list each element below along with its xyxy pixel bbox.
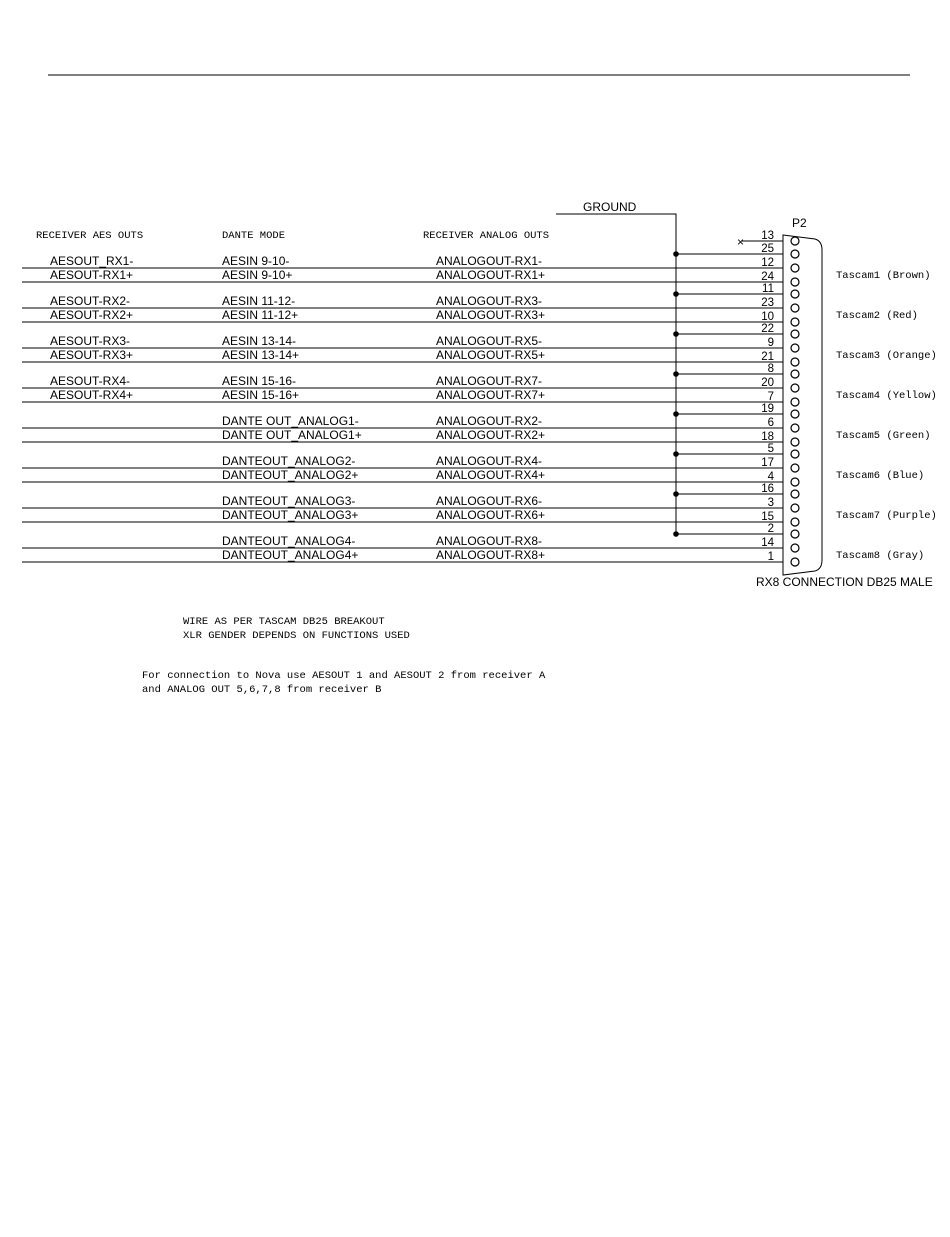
analog-label: ANALOGOUT-RX8+ (436, 548, 546, 562)
tascam-label: Tascam6 (Blue) (836, 470, 925, 482)
note-line-2: XLR GENDER DEPENDS ON FUNCTIONS USED (183, 630, 410, 642)
pin-circle (791, 504, 799, 512)
nova-note-line-1: For connection to Nova use AESOUT 1 and AESOUT 2 from receiver A (142, 670, 546, 682)
pin-circle (791, 558, 799, 566)
pin-circle (791, 530, 799, 538)
pin-number: 11 (762, 283, 774, 295)
pin-circle (791, 330, 799, 338)
pin-number: 3 (767, 497, 774, 509)
aes-label: AESOUT-RX1+ (50, 268, 134, 282)
dante-label: DANTE OUT_ANALOG1- (222, 414, 359, 428)
pin-circle (791, 518, 799, 526)
junction-dot (673, 411, 679, 417)
pin-circle (791, 304, 799, 312)
pin-number: 16 (761, 483, 774, 495)
aes-label: AESOUT-RX2- (50, 294, 131, 308)
ground-layer (673, 243, 799, 538)
db25-shell (783, 235, 822, 575)
analog-label: ANALOGOUT-RX4- (436, 454, 543, 468)
pin-number: 23 (761, 297, 774, 309)
pin-circle (791, 450, 799, 458)
pin-number: 6 (767, 417, 774, 429)
nc-mark: × (737, 235, 745, 249)
dante-label: AESIN 15-16+ (222, 388, 300, 402)
nova-note-line-2: and ANALOG OUT 5,6,7,8 from receiver B (142, 684, 382, 696)
pin-number: 8 (767, 363, 774, 375)
aes-label: AESOUT-RX3+ (50, 348, 134, 362)
connector-ref: P2 (792, 216, 807, 230)
junction-dot (673, 371, 679, 377)
analog-label: ANALOGOUT-RX7+ (436, 388, 546, 402)
analog-label: ANALOGOUT-RX3- (436, 294, 543, 308)
aes-label: AESOUT-RX2+ (50, 308, 134, 322)
pin-number: 13 (761, 230, 774, 242)
junction-dot (673, 251, 679, 257)
aes-label: AESOUT-RX4- (50, 374, 131, 388)
tascam-label: Tascam7 (Purple) (836, 510, 937, 522)
pin-circle (791, 490, 799, 498)
pin-number: 14 (761, 537, 774, 549)
signal-layer (22, 254, 799, 566)
junction-dot (673, 291, 679, 297)
pin-circle (791, 318, 799, 326)
pin-circle (791, 250, 799, 258)
junction-dot (673, 331, 679, 337)
pin-circle (791, 384, 799, 392)
pin-number: 19 (761, 403, 774, 415)
pin-number: 10 (761, 311, 774, 323)
analog-label: ANALOGOUT-RX6- (436, 494, 543, 508)
dante-label: AESIN 9-10- (222, 254, 290, 268)
dante-label: AESIN 13-14- (222, 334, 297, 348)
pin-number: 4 (767, 471, 774, 483)
dante-label: DANTEOUT_ANALOG2+ (222, 468, 359, 482)
aes-label: AESOUT-RX4+ (50, 388, 134, 402)
tascam-layer (836, 270, 937, 562)
pin-number: 12 (761, 257, 774, 269)
junction-dot (673, 451, 679, 457)
analog-label: ANALOGOUT-RX7- (436, 374, 543, 388)
pin-number: 15 (761, 511, 774, 523)
pin-number: 1 (767, 551, 774, 563)
analog-label: ANALOGOUT-RX8- (436, 534, 543, 548)
analog-label: ANALOGOUT-RX6+ (436, 508, 546, 522)
analog-label: ANALOGOUT-RX2+ (436, 428, 546, 442)
analog-label: ANALOGOUT-RX1- (436, 254, 543, 268)
pin-circle (791, 290, 799, 298)
dante-label: AESIN 9-10+ (222, 268, 293, 282)
pin-circle (791, 237, 799, 245)
pin-circle (791, 264, 799, 272)
tascam-label: Tascam2 (Red) (836, 310, 918, 322)
pin-circle (791, 464, 799, 472)
header-aes: RECEIVER AES OUTS (36, 230, 144, 242)
analog-label: ANALOGOUT-RX4+ (436, 468, 546, 482)
analog-label: ANALOGOUT-RX5+ (436, 348, 546, 362)
header-dante: DANTE MODE (222, 230, 286, 242)
note-line-1: WIRE AS PER TASCAM DB25 BREAKOUT (183, 616, 385, 628)
pin-number: 2 (767, 523, 774, 535)
dante-label: AESIN 13-14+ (222, 348, 300, 362)
pin-number: 17 (761, 457, 774, 469)
analog-label: ANALOGOUT-RX5- (436, 334, 543, 348)
pin-number: 5 (767, 443, 774, 455)
pin-number: 9 (767, 337, 774, 349)
pin-circle (791, 544, 799, 552)
dante-label: DANTEOUT_ANALOG4- (222, 534, 356, 548)
pin-number: 22 (761, 323, 774, 335)
dante-label: DANTEOUT_ANALOG3- (222, 494, 356, 508)
analog-label: ANALOGOUT-RX1+ (436, 268, 546, 282)
pin-number: 18 (761, 431, 774, 443)
dante-label: DANTE OUT_ANALOG1+ (222, 428, 362, 442)
pin-number: 7 (767, 391, 774, 403)
ground-label: GROUND (583, 200, 637, 214)
tascam-label: Tascam1 (Brown) (836, 270, 931, 282)
analog-label: ANALOGOUT-RX2- (436, 414, 543, 428)
pin-circle (791, 410, 799, 418)
aes-label: AESOUT_RX1- (50, 254, 134, 268)
analog-label: ANALOGOUT-RX3+ (436, 308, 546, 322)
pin-circle (791, 358, 799, 366)
tascam-label: Tascam8 (Gray) (836, 550, 925, 562)
tascam-label: Tascam5 (Green) (836, 430, 931, 442)
pin-number: 20 (761, 377, 774, 389)
pin-circle (791, 438, 799, 446)
pin-circle (791, 344, 799, 352)
junction-dot (673, 491, 679, 497)
dante-label: DANTEOUT_ANALOG4+ (222, 548, 359, 562)
pin-number: 25 (761, 243, 774, 255)
pin-circle (791, 478, 799, 486)
junction-dot (673, 531, 679, 537)
header-analog: RECEIVER ANALOG OUTS (423, 230, 550, 242)
pin-circle (791, 424, 799, 432)
tascam-label: Tascam3 (Orange) (836, 350, 937, 362)
pin-number: 21 (761, 351, 774, 363)
pin-circle (791, 278, 799, 286)
pin-circle (791, 370, 799, 378)
tascam-label: Tascam4 (Yellow) (836, 390, 937, 402)
dante-label: DANTEOUT_ANALOG2- (222, 454, 356, 468)
dante-label: AESIN 15-16- (222, 374, 297, 388)
connector-caption: RX8 CONNECTION DB25 MALE (756, 575, 933, 589)
pin-number: 24 (761, 271, 774, 283)
dante-label: DANTEOUT_ANALOG3+ (222, 508, 359, 522)
aes-label: AESOUT-RX3- (50, 334, 131, 348)
dante-label: AESIN 11-12+ (222, 308, 299, 322)
dante-label: AESIN 11-12- (222, 294, 296, 308)
pin-circle (791, 398, 799, 406)
